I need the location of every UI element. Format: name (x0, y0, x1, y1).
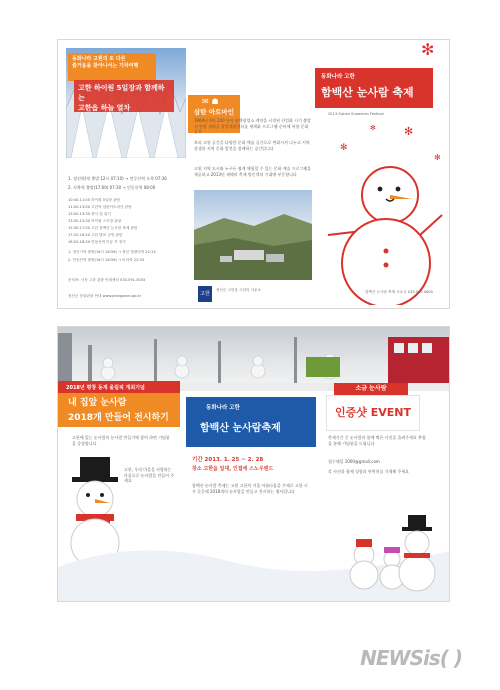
banner-title: 함백산 눈사람 축제 (321, 86, 414, 99)
newsis-watermark: NEWSis( ) (360, 646, 462, 670)
contact-info: 문의처: 사북 고한 관광 안내센터 033.591.3003 (68, 278, 146, 282)
right-note-text: 각 사진과 함께 성함과 연락처를 기재해 주세요 (328, 469, 410, 474)
snowflake-icon: ✻ (404, 125, 414, 138)
right-small-label: 소금 눈사람 (334, 383, 408, 395)
schedule-item: 15:30-17:00 고한 함백산 눈사람 축제 관람 (68, 226, 138, 230)
festival-place: 장소 고한읍 일대, 인접에 스노우랜드 (192, 466, 274, 472)
right-body-text: 축제기간 중 눈사람과 함께 찍은 사진을 올려주세요 추첨을 통해 기념품을 드립니다 (328, 435, 426, 446)
route-2: 2. 사북역 출발(17:00) 07:30 → 민둥산역 08:00 (68, 184, 156, 190)
snowmen-right-illustration (338, 513, 438, 595)
event-banner: 인증샷 EVENT (326, 395, 420, 431)
footer-center: 정선군 고한읍 고한리 사무소 (216, 288, 262, 292)
heading-orange-box: 동화나라 고원의 또 다른 즐거움을 찾아나서는 기차여행 (68, 53, 156, 81)
right-email-text: 접수메일 1000@gmail.com (328, 459, 380, 464)
snowman-caption: 고한, 우리 마을을 사랑하는 마음으로 눈사람을 만들어 주세요 (124, 467, 175, 483)
snowflake-icon: ✻ (340, 143, 348, 153)
schedule-item: 17:20-18:20 고한 발표 공연 관람 (68, 233, 123, 237)
intro-text-3: 고원 지역 도시와 누구든 쉽게 체험할 수 있는 문화 예술 프로그램을 제공하고 2013년 새해의 축제 방문객의 기대에 부응합니다 (194, 166, 312, 177)
schedule-item: 11:00-13:00 고한역 삼탄아트마인 관람 (68, 205, 132, 209)
intro-text: 1964년 6월 200 단지 함백광업소 계약을 시작된 산업화 시기 출발지 탄광 계획을 광업개발센터를 세계화 프로그램 준비에 복합 문화 공간 (194, 118, 311, 134)
schedule-item: 13:00-13:30 중식 및 휴식 (68, 212, 111, 216)
fare-1: 1. 정선시역 출발(16시 18:56) → 정선 청량리역 22:13 (68, 250, 156, 254)
fare-info (68, 250, 188, 263)
banner-line-2: 2018개 만들어 전시하기 (68, 413, 169, 423)
brochure-bottom (58, 327, 449, 601)
intro-text-2: 보리 고원 공간을 다양한 문화 예술 공간으로 변화시켜 나누고 지역 상생과 지역 문화 발전을 함께하는 공간입니다 (194, 140, 310, 151)
fare-2: 2. 민둥산역 출발(16시 18:56) → 아리역 22:33 (68, 258, 145, 262)
footer-left: 정선군 문화관광 안내 www.jeongseon.go.kr (68, 294, 142, 298)
tag-label: 삼탄 아트마인 (194, 108, 234, 116)
banner-small-text: 동화나라 고한 (321, 74, 355, 80)
route-1: 1. 정선역(역 출발 12시 07:10) → 민둥산역 도착 07:36 (68, 176, 167, 181)
banner-english: 2013 Gohan Snowman Festival (328, 112, 384, 116)
schedule-list (68, 198, 188, 247)
snowflake-icon: ✻ (434, 153, 441, 162)
footer-right: 함백산 눈사람 축제 사무국 033.592.0600 (365, 290, 433, 294)
schedule-item: 18:20-18:50 민둥산역 이동 후 귀가 (68, 240, 126, 244)
snowman-illustration (320, 155, 446, 305)
snowflake-icon: ✻ (421, 40, 435, 59)
olympic-banner-small: 2018년 평창 동계 올림픽 개최기념 (66, 385, 145, 391)
brochure-top (58, 40, 449, 308)
schedule-item: 10:40-11:00 하이원 5일장 관람 (68, 198, 121, 202)
route-info (68, 176, 188, 190)
festival-date: 기간 2013. 1. 25 ~ 2. 28 (192, 457, 264, 463)
olympic-banner-main (58, 393, 180, 427)
footer-logo: 고한 (198, 286, 212, 302)
center-body-text: 함백산 눈사람 축제는 고원 고한의 겨울 아름다움을 주제로 고한 시가 곳곳에 2018개의 눈사람을 만들고 전시하는 행사입니다 (192, 483, 308, 494)
snowflake-icon: ✻ (370, 124, 376, 132)
sub-heading-box: 고한 하이원 5일장과 함께하는 고한읍 하늘 열차 (74, 80, 174, 112)
festival-banner (315, 68, 433, 108)
festival-center-banner (186, 397, 316, 447)
left-body-text: 고한에 있는 눈사람의 눈사람 만들기에 참여 하면 기념품을 증정합니다 (72, 435, 170, 446)
tag-icons: ✉ ☗ (202, 97, 219, 106)
aerial-photo (194, 190, 312, 280)
center-title: 함백산 눈사람축제 (200, 423, 281, 434)
center-small-text: 동화나라 고한 (206, 405, 240, 411)
schedule-item: 13:30-15:30 하이원 스키장 관광 (68, 219, 122, 223)
banner-line-1: 내 집앞 눈사람 (68, 398, 127, 408)
